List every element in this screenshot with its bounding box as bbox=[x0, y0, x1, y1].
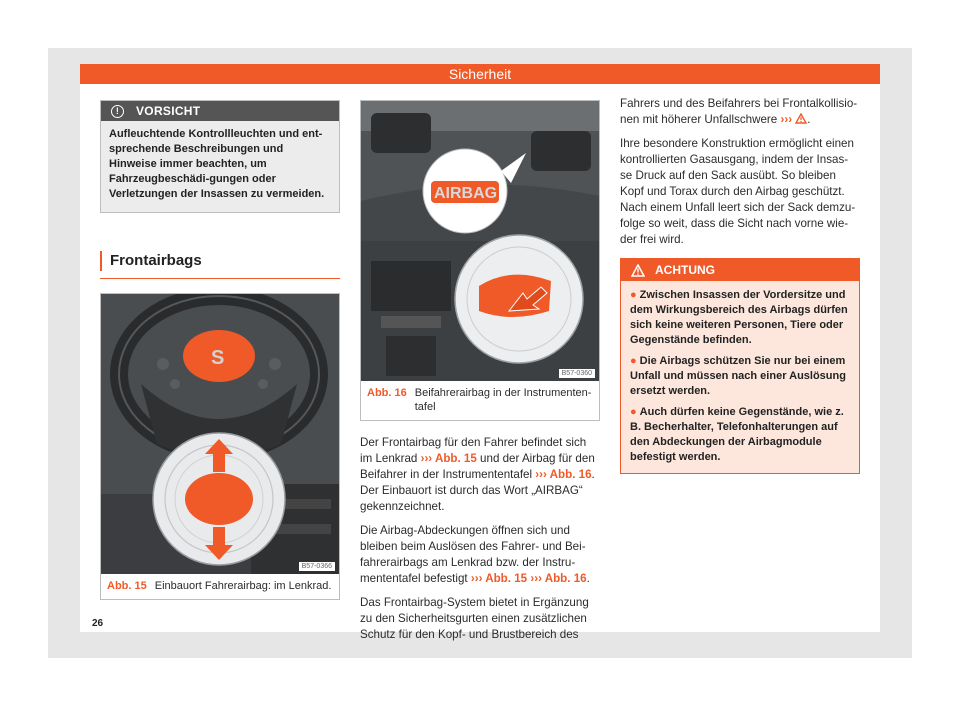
paragraph-5: Ihre besondere Konstruktion ermöglicht einen kontrollierten Gasausgang, indem der Insas-se Druck auf den Sack ausübt. So bleiben Kopf und Torax durch den Airbag geschützt. Nach einem Unfall leert sich der Sack demzu-folge so weit, dass die Sicht nach vorne wie-der frei wird. bbox=[620, 137, 856, 246]
link-abb-15[interactable]: ››› Abb. 15 bbox=[420, 452, 477, 465]
warning-triangle-icon[interactable] bbox=[795, 113, 807, 124]
paragraph-2 bbox=[360, 523, 600, 587]
bullet-icon: ● bbox=[630, 355, 637, 367]
achtung-title: ACHTUNG bbox=[655, 263, 715, 277]
bullet-icon: ● bbox=[630, 406, 637, 418]
svg-text:S: S bbox=[211, 347, 225, 369]
figure-15-number: Abb. 15 bbox=[107, 580, 147, 592]
vorsicht-text: Aufleuchtende Kontrollleuchten und ent-sprechende Beschreibungen und Hinweise immer beachten, um Fahrzeugbeschädi-gungen oder Verletzungen der Insassen zu vermeiden. bbox=[101, 121, 339, 212]
section-title: Frontairbags bbox=[100, 251, 340, 271]
dashboard-illustration bbox=[361, 101, 599, 381]
achtung-item: ● Die Airbags schützen Sie nur bei einem Unfall und müssen nach einer Auslösung ersetzt werden. bbox=[630, 355, 846, 397]
vorsicht-title: VORSICHT bbox=[136, 104, 201, 118]
p2-text-a: Die Airbag-Abdeckungen öffnen sich und bleiben beim Auslösen des Fahrer- und Bei-fahrerairbags am Lenkrad bzw. der Instru-mententafel befestigt bbox=[360, 524, 586, 585]
achtung-box bbox=[620, 258, 860, 474]
link-abb-16[interactable]: ››› Abb. 16 bbox=[535, 468, 592, 481]
achtung-header bbox=[621, 259, 859, 281]
figure-16-number: Abb. 16 bbox=[367, 387, 407, 399]
vorsicht-header bbox=[101, 101, 339, 121]
column-right bbox=[620, 97, 860, 474]
info-circle-icon: ! bbox=[111, 105, 124, 118]
bullet-icon: ● bbox=[630, 289, 637, 301]
column-left bbox=[100, 100, 340, 600]
achtung-text bbox=[621, 281, 859, 473]
right-body-text bbox=[620, 96, 860, 248]
p1-text-b: und der Airbag für den Beifahrer in der Instrumententafel bbox=[360, 452, 595, 481]
achtung-item: ● Zwischen Insassen der Vordersitze und dem Wirkungsbereich des Airbags dürfen sich keine weiteren Personen, Tiere oder Gegenstände befinden. bbox=[630, 289, 848, 346]
column-middle bbox=[360, 100, 600, 651]
p2-text-end: . bbox=[586, 572, 590, 585]
steering-wheel-image bbox=[101, 294, 339, 574]
figure-15-code: B57-0366 bbox=[299, 562, 335, 571]
p1-text-a: Der Frontairbag für den Fahrer befindet sich im Lenkrad bbox=[360, 436, 587, 465]
p4-text-a: Fahrers und des Beifahrers bei Frontalkollisio-nen mit höherer Unfallschwere bbox=[620, 97, 858, 126]
paragraph-1 bbox=[360, 435, 600, 515]
p1-text-c: . Der Einbauort ist durch das Wort „AIRBAG“ gekennzeichnet. bbox=[360, 468, 595, 513]
vorsicht-box bbox=[100, 100, 340, 213]
figure-15-caption-text: Einbauort Fahrerairbag: im Lenkrad. bbox=[154, 580, 332, 592]
figure-16 bbox=[360, 100, 600, 421]
paragraph-3: Das Frontairbag-System bietet in Ergänzung zu den Sicherheitsgurten einen zusätzlichen Schutz für den Kopf- und Brustbereich des bbox=[360, 596, 589, 641]
section-divider bbox=[100, 278, 340, 279]
figure-15 bbox=[100, 293, 340, 600]
dashboard-image bbox=[361, 101, 599, 381]
achtung-item: ● Auch dürfen keine Gegenstände, wie z. B. Becherhalter, Telefonhalterungen auf den Abdeckungen der Airbagmodule befestigt werden. bbox=[630, 406, 844, 463]
steering-wheel-illustration bbox=[101, 294, 339, 574]
link-abb-16[interactable]: ››› Abb. 16 bbox=[530, 572, 587, 585]
figure-16-caption bbox=[361, 381, 599, 420]
middle-body-text bbox=[360, 435, 600, 643]
section-header: Sicherheit bbox=[80, 64, 880, 84]
link-abb-15[interactable]: ››› Abb. 15 bbox=[470, 572, 528, 585]
p4-text-end: . bbox=[807, 113, 811, 126]
figure-16-caption-text: Beifahrerairbag in der Instrumenten-tafel bbox=[414, 387, 592, 413]
link-warning[interactable]: ››› bbox=[780, 113, 793, 126]
paragraph-4 bbox=[620, 96, 860, 128]
warning-triangle-icon bbox=[631, 264, 645, 277]
figure-16-code: B57-0360 bbox=[559, 369, 595, 378]
page-number: 26 bbox=[92, 618, 104, 629]
airbag-label-graphic: AIRBAG bbox=[434, 185, 498, 202]
figure-15-caption bbox=[101, 574, 339, 599]
